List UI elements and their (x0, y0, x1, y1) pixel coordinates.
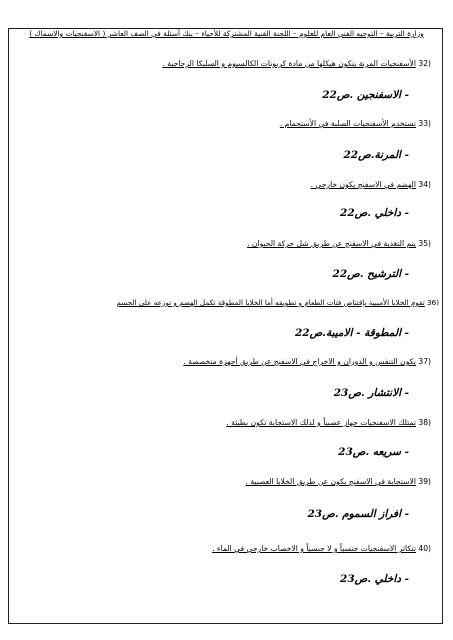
question-number: 33) (418, 119, 431, 128)
question-number: 35) (418, 239, 431, 248)
answer-38: - سريعه .ص23 (338, 446, 409, 458)
question-35 (247, 239, 431, 248)
answer-32: - الاسفنجين .ص22 (322, 89, 409, 101)
question-number: 34) (418, 180, 431, 189)
question-text: تقوم الخلايا الأميبية بإقتناص فتات الطعام و تطويقه أما الخلايا المطوقة تكمل الهضم و توزعه على الجسم (116, 298, 425, 307)
question-text: الاستجابة في الاسفنج يكون عن طريق الخلايا العصبية . (245, 477, 416, 486)
question-text: الأسفنجيات المرنة يتكون هيكلها من مادة كربونات الكالسيوم و السليكا الزجاجية . (162, 59, 416, 68)
answer-37: - الانتشار .ص23 (333, 387, 409, 399)
answer-33: - المرنة.ص22 (343, 149, 409, 161)
question-number: 37) (418, 357, 431, 366)
question-37 (183, 357, 431, 366)
question-32 (162, 59, 431, 68)
question-36 (116, 298, 439, 307)
question-text: يكون التنفس و الدوران و الاخراج في الاسفنج عن طريق أجهزة متخصصة . (183, 357, 416, 366)
question-number: 36) (427, 298, 439, 307)
page-border (8, 28, 443, 624)
question-text: تمتلك الاسفنجيات جهاز عصبياً و لذلك الاستجابة تكون بطيئة . (226, 418, 416, 427)
answer-36: - المطوقة - الاميبة.ص22 (294, 327, 409, 339)
question-text: يتم التغذية في الاسفنج عن طريق شل حركة الحيوان . (247, 239, 416, 248)
question-39 (246, 477, 432, 486)
question-number: 32) (418, 59, 431, 68)
question-number: 38) (418, 418, 431, 427)
question-40 (212, 544, 431, 553)
question-number: 40) (418, 544, 431, 553)
question-34 (311, 180, 431, 189)
answer-39: - افراز السموم .ص23 (307, 508, 409, 520)
answer-35: - الترشيح .ص22 (332, 268, 409, 280)
question-text: تتكاثر الاسفنجيات جنسياً و لا جنسياً و الاخصاب خارجي في الماء . (212, 544, 416, 553)
question-text: الهضم في الاسفنج يكون خارجي . (310, 180, 416, 189)
answer-34: - داخلي .ص22 (340, 207, 409, 219)
question-33 (280, 119, 431, 128)
question-number: 39) (418, 477, 431, 486)
question-text: تستخدم الأسفنجيات الصلبة في الأستحمام . (279, 119, 416, 128)
page-header: وزارة التربية – التوجيه الفني العام للعلوم – اللجنة الفنية المشتركة للأحياء – بنك أسئلة في الصف العاشر ( الاسفنجيات والاسماك ) (29, 29, 424, 38)
question-38 (226, 418, 431, 427)
answer-40: - داخلي .ص23 (340, 573, 409, 585)
